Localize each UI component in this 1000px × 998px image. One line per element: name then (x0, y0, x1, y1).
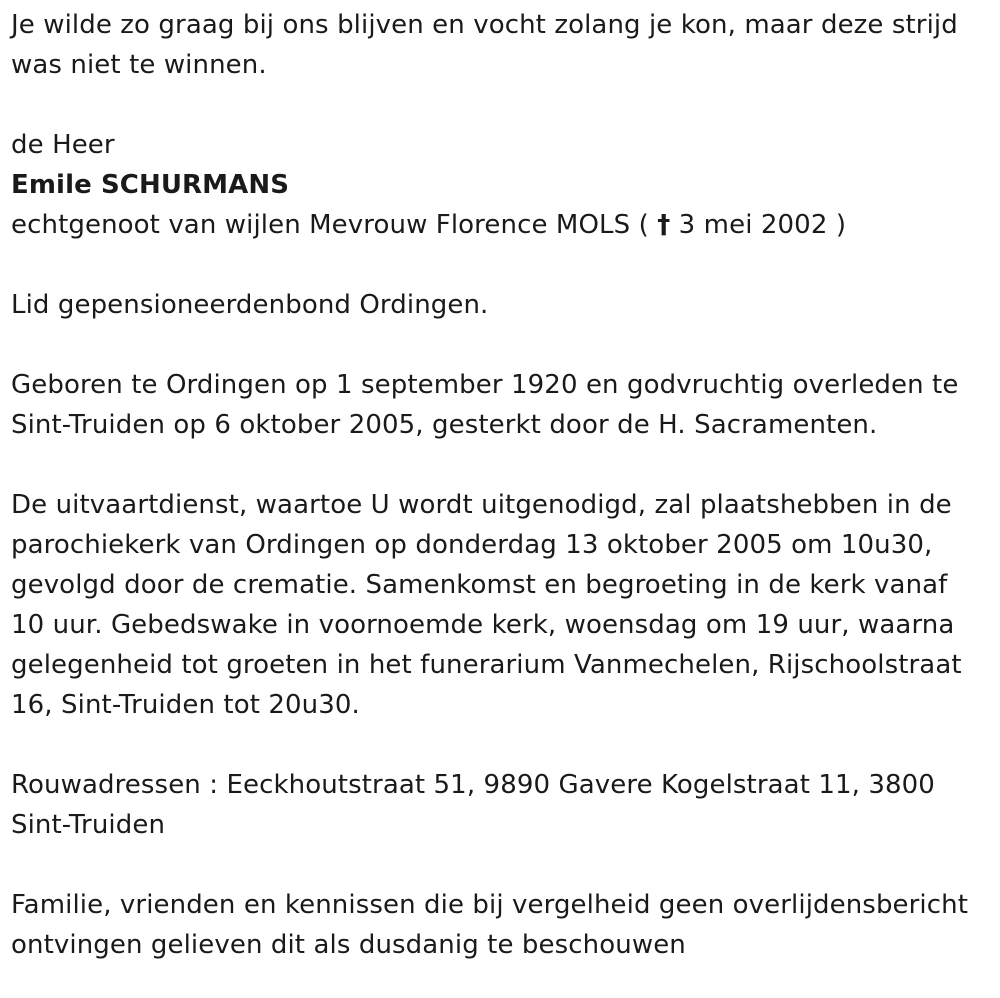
birth-death-line-2: Sint-Truiden op 6 oktober 2005, gesterkt door de H. Sacramenten. (11, 410, 878, 440)
deceased-title: de Heer (11, 130, 115, 160)
addresses-line-2: Sint-Truiden (11, 810, 166, 840)
death-notice (11, 5, 996, 965)
intro-line-2: was niet te winnen. (11, 50, 267, 80)
spacer (11, 85, 996, 125)
funeral-line-5: gelegenheid tot groeten in het funerarium Vanmechelen, Rijschoolstraat (11, 650, 962, 680)
funeral-line-3: gevolgd door de crematie. Samenkomst en begroeting in de kerk vanaf (11, 570, 948, 600)
spacer (11, 725, 996, 765)
funeral-line-1: De uitvaartdienst, waartoe U wordt uitgenodigd, zal plaatshebben in de (11, 490, 952, 520)
addresses-line-1: Rouwadressen : Eeckhoutstraat 51, 9890 Gavere Kogelstraat 11, 3800 (11, 770, 935, 800)
deceased-name: Emile SCHURMANS (11, 170, 290, 200)
spacer (11, 445, 996, 485)
closing-line-2: ontvingen gelieven dit als dusdanig te beschouwen (11, 930, 686, 960)
funeral-line-4: 10 uur. Gebedswake in voornoemde kerk, woensdag om 19 uur, waarna (11, 610, 955, 640)
cross-icon: † (657, 210, 671, 240)
spacer (11, 245, 996, 285)
intro-line-1: Je wilde zo graag bij ons blijven en vocht zolang je kon, maar deze strijd (11, 10, 958, 40)
spouse-line (11, 205, 996, 245)
funeral-line-2: parochiekerk van Ordingen op donderdag 13 oktober 2005 om 10u30, (11, 530, 933, 560)
spouse-suffix: 3 mei 2002 ) (670, 210, 847, 240)
spacer (11, 325, 996, 365)
spouse-prefix: echtgenoot van wijlen Mevrouw Florence MOLS ( (11, 210, 658, 240)
birth-death-line-1: Geboren te Ordingen op 1 september 1920 en godvruchtig overleden te (11, 370, 959, 400)
spacer (11, 845, 996, 885)
funeral-line-6: 16, Sint-Truiden tot 20u30. (11, 690, 360, 720)
closing-line-1: Familie, vrienden en kennissen die bij vergelheid geen overlijdensbericht (11, 890, 969, 920)
membership-line: Lid gepensioneerdenbond Ordingen. (11, 290, 489, 320)
